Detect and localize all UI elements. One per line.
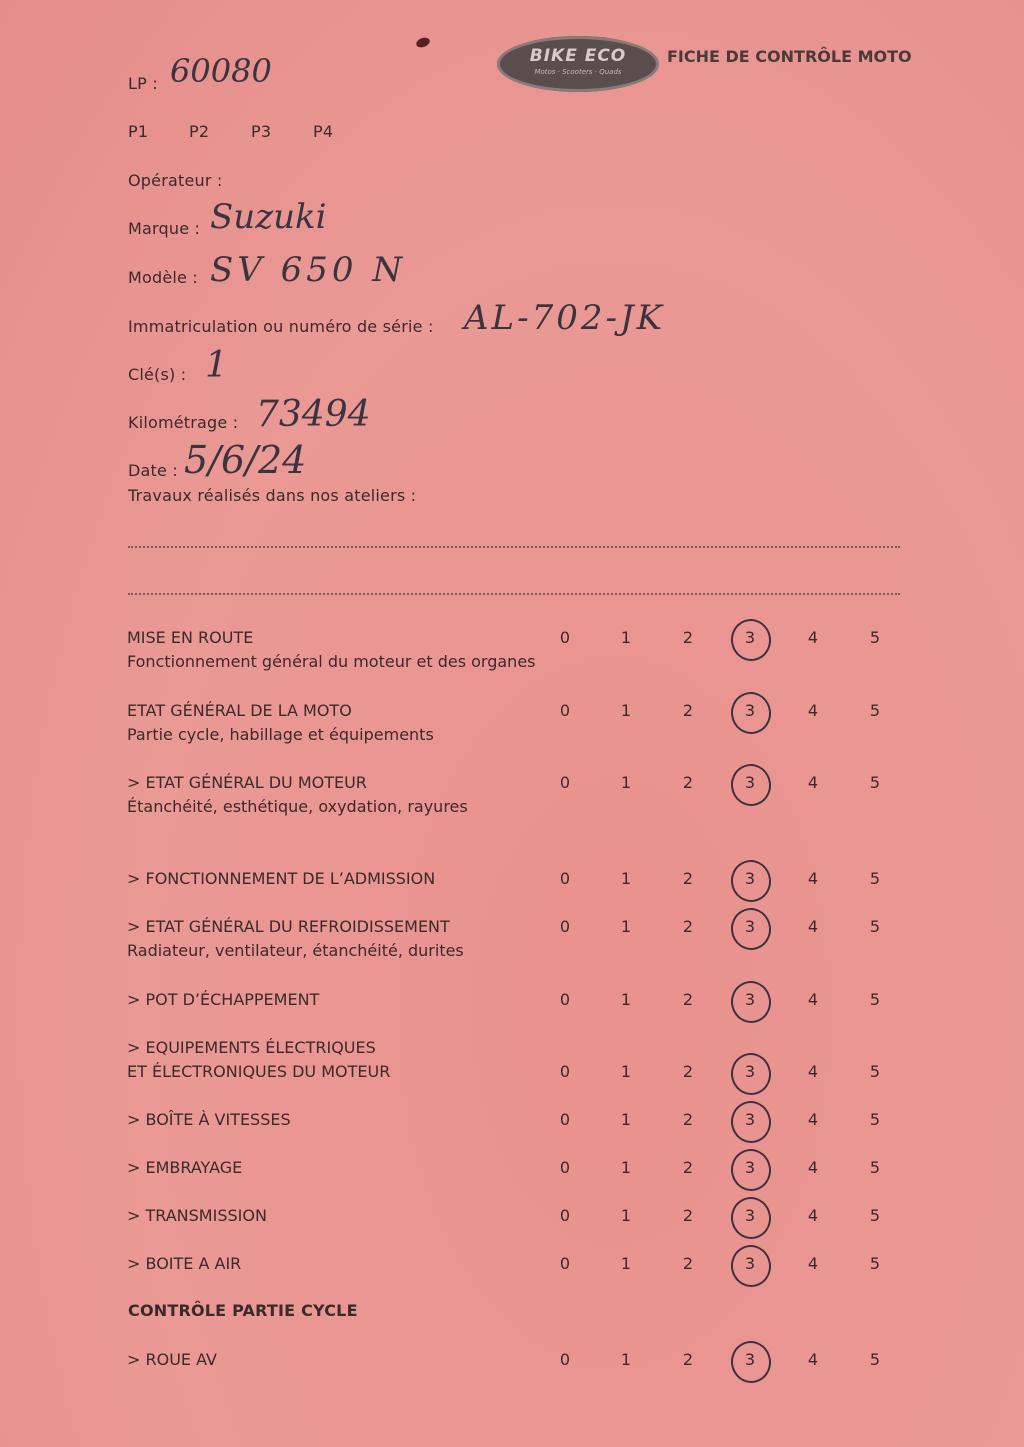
selected-score-circle bbox=[728, 689, 773, 736]
date-value[interactable]: 5/6/24 bbox=[184, 438, 307, 482]
criterion-subtitle: Fonctionnement général du moteur et des organes bbox=[127, 652, 536, 671]
score-option-1[interactable]: 1 bbox=[620, 1158, 632, 1177]
score-option-4[interactable]: 4 bbox=[807, 628, 819, 647]
score-option-5[interactable]: 5 bbox=[869, 773, 881, 792]
modele-value[interactable]: SV 650 N bbox=[210, 250, 407, 290]
score-option-5[interactable]: 5 bbox=[869, 1110, 881, 1129]
score-option-1[interactable]: 1 bbox=[620, 1350, 632, 1369]
score-option-2[interactable]: 2 bbox=[682, 1206, 694, 1225]
score-option-3[interactable]: 3 bbox=[744, 1206, 756, 1225]
score-option-2[interactable]: 2 bbox=[682, 1350, 694, 1369]
km-value[interactable]: 73494 bbox=[256, 394, 371, 435]
score-option-4[interactable]: 4 bbox=[807, 917, 819, 936]
selected-score-circle bbox=[728, 1338, 773, 1385]
score-option-4[interactable]: 4 bbox=[807, 1158, 819, 1177]
score-option-1[interactable]: 1 bbox=[620, 1062, 632, 1081]
criterion-title: ETAT GÉNÉRAL DE LA MOTO bbox=[127, 701, 352, 720]
selected-score-circle bbox=[728, 1242, 773, 1289]
score-option-4[interactable]: 4 bbox=[807, 773, 819, 792]
score-option-0[interactable]: 0 bbox=[559, 1110, 571, 1129]
score-option-3[interactable]: 3 bbox=[744, 1254, 756, 1273]
score-option-3[interactable]: 3 bbox=[744, 1062, 756, 1081]
score-option-1[interactable]: 1 bbox=[620, 773, 632, 792]
criterion-title: > BOÎTE À VITESSES bbox=[127, 1110, 291, 1129]
score-option-5[interactable]: 5 bbox=[869, 1206, 881, 1225]
score-option-0[interactable]: 0 bbox=[559, 917, 571, 936]
criterion-title: > EMBRAYAGE bbox=[127, 1158, 243, 1177]
score-option-0[interactable]: 0 bbox=[559, 869, 571, 888]
score-option-5[interactable]: 5 bbox=[869, 1062, 881, 1081]
score-option-2[interactable]: 2 bbox=[682, 701, 694, 720]
score-option-0[interactable]: 0 bbox=[559, 1254, 571, 1273]
priority-p3[interactable]: P3 bbox=[251, 122, 272, 141]
score-option-5[interactable]: 5 bbox=[869, 1254, 881, 1273]
logo-subtext: Motos · Scooters · Quads bbox=[534, 68, 622, 76]
score-option-3[interactable]: 3 bbox=[744, 1158, 756, 1177]
score-option-4[interactable]: 4 bbox=[807, 990, 819, 1009]
score-option-5[interactable]: 5 bbox=[869, 869, 881, 888]
selected-score-circle bbox=[728, 978, 773, 1025]
score-option-1[interactable]: 1 bbox=[620, 1254, 632, 1273]
section-partie-cycle: CONTRÔLE PARTIE CYCLE bbox=[128, 1301, 358, 1320]
score-option-4[interactable]: 4 bbox=[807, 1350, 819, 1369]
score-option-5[interactable]: 5 bbox=[869, 628, 881, 647]
score-option-4[interactable]: 4 bbox=[807, 1254, 819, 1273]
criterion-title: > EQUIPEMENTS ÉLECTRIQUES bbox=[127, 1038, 376, 1057]
score-option-3[interactable]: 3 bbox=[744, 701, 756, 720]
score-option-5[interactable]: 5 bbox=[869, 701, 881, 720]
ink-stain bbox=[415, 36, 431, 49]
cles-value[interactable]: 1 bbox=[205, 345, 228, 386]
score-option-1[interactable]: 1 bbox=[620, 990, 632, 1009]
score-option-5[interactable]: 5 bbox=[869, 1350, 881, 1369]
score-option-3[interactable]: 3 bbox=[744, 773, 756, 792]
score-option-1[interactable]: 1 bbox=[620, 1110, 632, 1129]
score-option-2[interactable]: 2 bbox=[682, 990, 694, 1009]
score-option-4[interactable]: 4 bbox=[807, 1110, 819, 1129]
score-option-3[interactable]: 3 bbox=[744, 869, 756, 888]
criterion-title: > BOITE A AIR bbox=[127, 1254, 242, 1273]
score-option-3[interactable]: 3 bbox=[744, 917, 756, 936]
score-option-3[interactable]: 3 bbox=[744, 628, 756, 647]
travaux-line-2[interactable] bbox=[128, 593, 900, 595]
criterion-title: > FONCTIONNEMENT DE L’ADMISSION bbox=[127, 869, 436, 888]
score-option-0[interactable]: 0 bbox=[559, 773, 571, 792]
lp-label: LP : bbox=[128, 74, 158, 93]
criterion-title: > ROUE AV bbox=[127, 1350, 217, 1369]
criterion-subtitle: Radiateur, ventilateur, étanchéité, durites bbox=[127, 941, 464, 960]
bike-eco-logo bbox=[497, 36, 659, 92]
score-option-2[interactable]: 2 bbox=[682, 1254, 694, 1273]
score-option-4[interactable]: 4 bbox=[807, 1206, 819, 1225]
score-option-4[interactable]: 4 bbox=[807, 1062, 819, 1081]
score-option-2[interactable]: 2 bbox=[682, 1110, 694, 1129]
selected-score-circle bbox=[728, 1194, 773, 1241]
selected-score-circle bbox=[728, 616, 773, 663]
selected-score-circle bbox=[728, 905, 773, 952]
criterion-subtitle: Partie cycle, habillage et équipements bbox=[127, 725, 434, 744]
selected-score-circle bbox=[728, 1050, 773, 1097]
lp-value: 60080 bbox=[170, 52, 272, 90]
immat-label: Immatriculation ou numéro de série : bbox=[128, 317, 434, 336]
criterion-title: > ETAT GÉNÉRAL DU MOTEUR bbox=[127, 773, 367, 792]
score-option-2[interactable]: 2 bbox=[682, 773, 694, 792]
score-option-0[interactable]: 0 bbox=[559, 628, 571, 647]
criterion-subtitle: Étanchéité, esthétique, oxydation, rayures bbox=[127, 797, 468, 816]
score-option-5[interactable]: 5 bbox=[869, 917, 881, 936]
logo-text: BIKE ECO bbox=[529, 46, 627, 66]
score-option-3[interactable]: 3 bbox=[744, 990, 756, 1009]
selected-score-circle bbox=[728, 857, 773, 904]
score-option-1[interactable]: 1 bbox=[620, 701, 632, 720]
score-option-4[interactable]: 4 bbox=[807, 701, 819, 720]
score-option-1[interactable]: 1 bbox=[620, 628, 632, 647]
score-option-0[interactable]: 0 bbox=[559, 701, 571, 720]
score-option-2[interactable]: 2 bbox=[682, 628, 694, 647]
score-option-5[interactable]: 5 bbox=[869, 1158, 881, 1177]
km-label: Kilométrage : bbox=[128, 413, 239, 432]
sheet-title: FICHE DE CONTRÔLE MOTO bbox=[667, 47, 912, 66]
marque-value[interactable]: Suzuki bbox=[210, 197, 327, 237]
score-option-0[interactable]: 0 bbox=[559, 1206, 571, 1225]
selected-score-circle bbox=[728, 1146, 773, 1193]
marque-label: Marque : bbox=[128, 219, 201, 238]
score-option-2[interactable]: 2 bbox=[682, 1062, 694, 1081]
score-option-0[interactable]: 0 bbox=[559, 1062, 571, 1081]
criterion-title: > POT D’ÉCHAPPEMENT bbox=[127, 990, 320, 1009]
score-option-4[interactable]: 4 bbox=[807, 869, 819, 888]
priority-p2[interactable]: P2 bbox=[189, 122, 210, 141]
travaux-label: Travaux réalisés dans nos ateliers : bbox=[128, 486, 417, 505]
criterion-title: > TRANSMISSION bbox=[127, 1206, 267, 1225]
criterion-title: > ETAT GÉNÉRAL DU REFROIDISSEMENT bbox=[127, 917, 450, 936]
selected-score-circle bbox=[728, 1098, 773, 1145]
operateur-label: Opérateur : bbox=[128, 171, 223, 190]
score-option-1[interactable]: 1 bbox=[620, 1206, 632, 1225]
score-option-3[interactable]: 3 bbox=[744, 1350, 756, 1369]
date-label: Date : bbox=[128, 461, 178, 480]
selected-score-circle bbox=[728, 761, 773, 808]
score-option-1[interactable]: 1 bbox=[620, 869, 632, 888]
score-option-2[interactable]: 2 bbox=[682, 1158, 694, 1177]
priority-p4[interactable]: P4 bbox=[313, 122, 334, 141]
priority-p1[interactable]: P1 bbox=[128, 122, 149, 141]
score-option-0[interactable]: 0 bbox=[559, 1158, 571, 1177]
criterion-subtitle: ET ÉLECTRONIQUES DU MOTEUR bbox=[127, 1062, 391, 1081]
immat-value[interactable]: AL-702-JK bbox=[464, 298, 666, 338]
score-option-5[interactable]: 5 bbox=[869, 990, 881, 1009]
score-option-0[interactable]: 0 bbox=[559, 990, 571, 1009]
score-option-2[interactable]: 2 bbox=[682, 917, 694, 936]
cles-label: Clé(s) : bbox=[128, 365, 187, 384]
criterion-title: MISE EN ROUTE bbox=[127, 628, 254, 647]
travaux-line-1[interactable] bbox=[128, 546, 900, 548]
score-option-1[interactable]: 1 bbox=[620, 917, 632, 936]
score-option-0[interactable]: 0 bbox=[559, 1350, 571, 1369]
modele-label: Modèle : bbox=[128, 268, 198, 287]
score-option-2[interactable]: 2 bbox=[682, 869, 694, 888]
score-option-3[interactable]: 3 bbox=[744, 1110, 756, 1129]
